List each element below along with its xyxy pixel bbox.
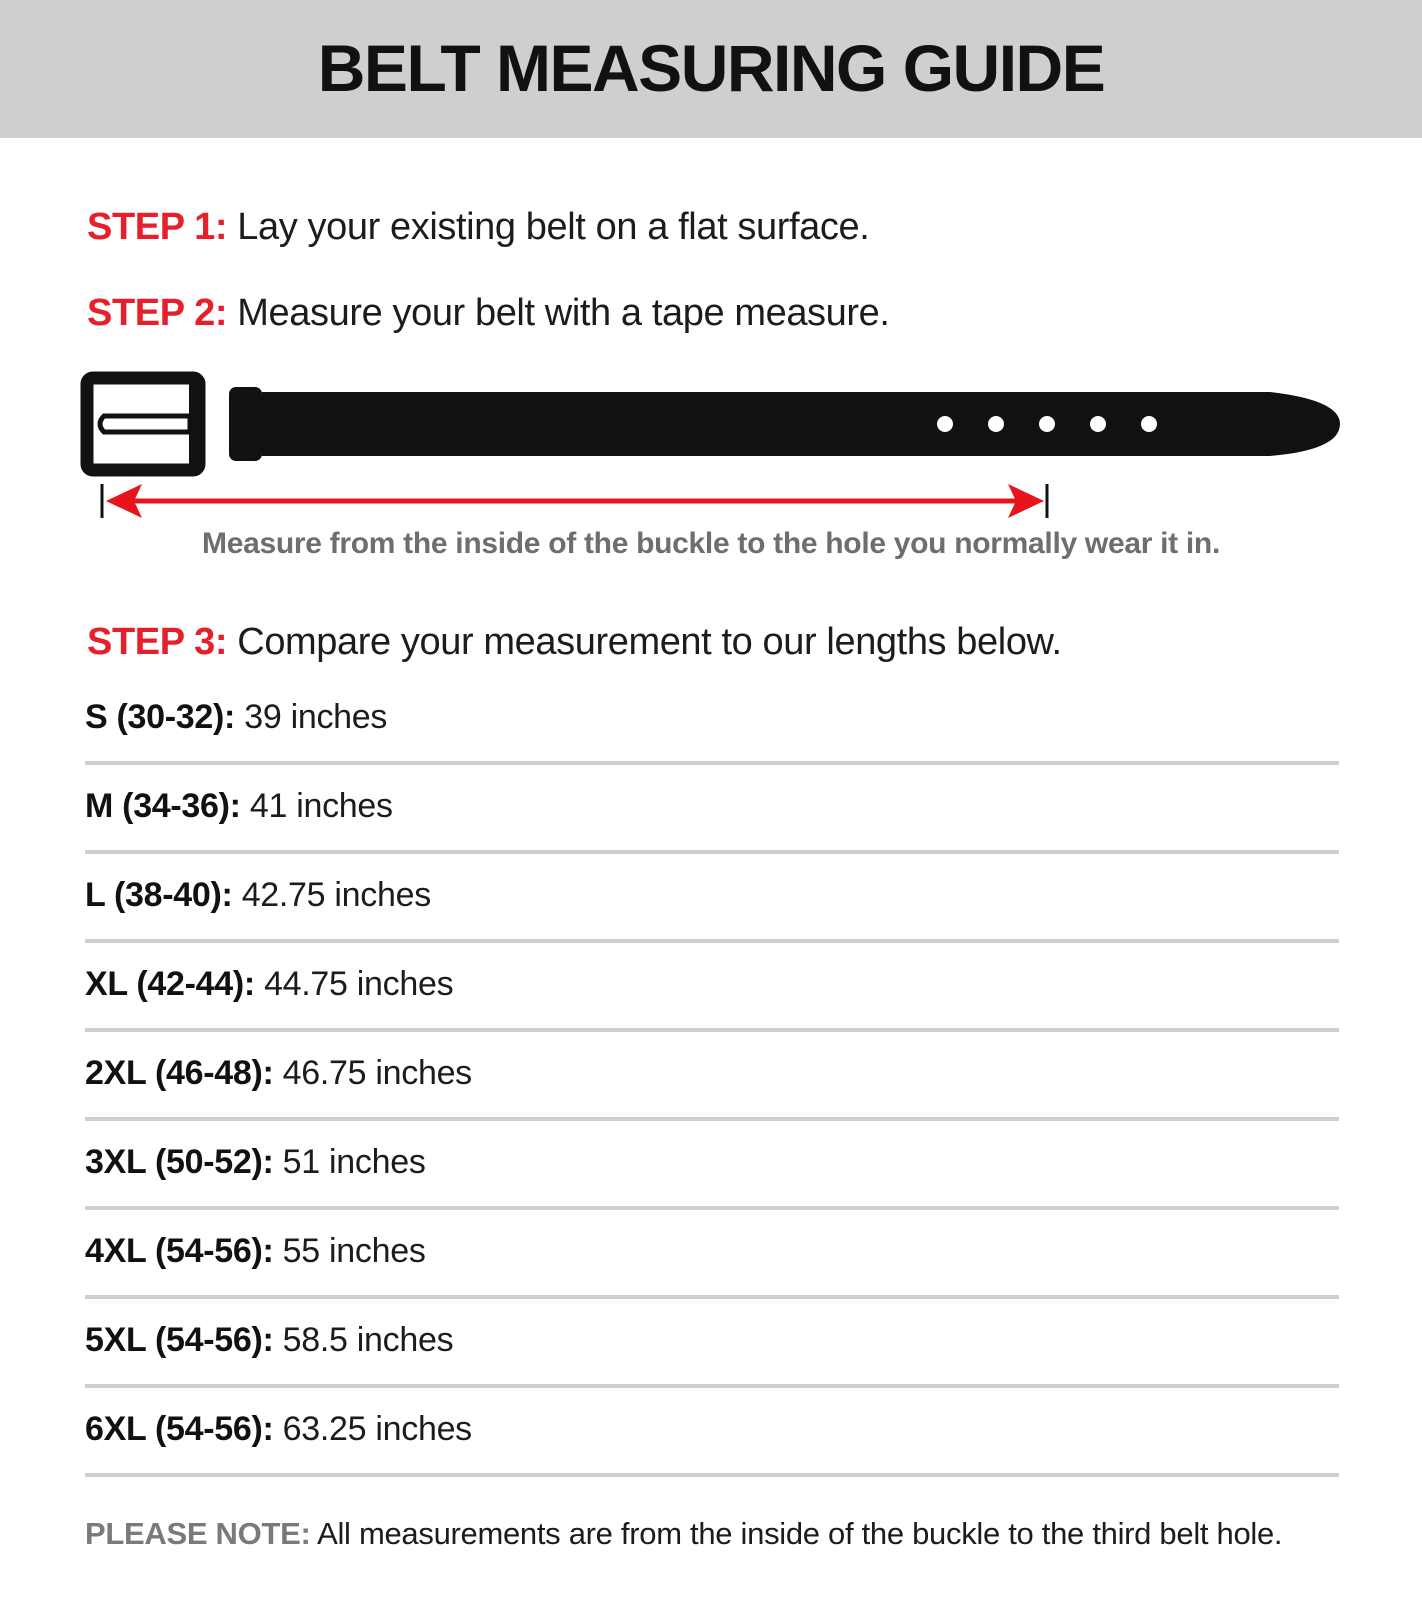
size-value: 58.5 inches	[282, 1321, 454, 1359]
size-label: 2XL (46-48):	[85, 1054, 274, 1092]
size-value: 44.75 inches	[264, 965, 454, 1003]
step-3	[87, 619, 1062, 665]
size-value: 55 inches	[282, 1232, 426, 1270]
size-label: 4XL (54-56):	[85, 1232, 274, 1270]
size-row-l	[85, 854, 1339, 943]
size-value: 42.75 inches	[241, 876, 431, 914]
step-1-label: STEP 1:	[87, 206, 228, 248]
step-3-label: STEP 3:	[87, 621, 228, 663]
size-row-m	[85, 765, 1339, 854]
size-label: 5XL (54-56):	[85, 1321, 274, 1359]
belt-hole	[988, 416, 1004, 432]
size-row-6xl	[85, 1388, 1339, 1477]
size-label: M (34-36):	[85, 787, 241, 825]
step-2-label: STEP 2:	[87, 292, 228, 334]
size-row-s	[85, 676, 1339, 765]
size-label: L (38-40):	[85, 876, 233, 914]
belt-strap	[262, 392, 1340, 456]
header-bar	[0, 0, 1422, 138]
note-label: PLEASE NOTE:	[85, 1516, 311, 1551]
size-value: 51 inches	[282, 1143, 426, 1181]
size-row-4xl	[85, 1210, 1339, 1299]
belt-buckle	[87, 378, 199, 470]
belt-keeper	[229, 387, 262, 461]
belt-diagram	[0, 360, 1422, 530]
measure-caption: Measure from the inside of the buckle to the hole you normally wear it in.	[202, 527, 1220, 560]
size-label: XL (42-44):	[85, 965, 255, 1003]
size-label: S (30-32):	[85, 698, 236, 736]
size-value: 39 inches	[244, 698, 388, 736]
page-title: BELT MEASURING GUIDE	[317, 31, 1105, 105]
note-text: All measurements are from the inside of the buckle to the third belt hole.	[317, 1516, 1283, 1551]
step-1-text: Lay your existing belt on a flat surface.	[237, 206, 870, 248]
step-3-text: Compare your measurement to our lengths below.	[237, 621, 1062, 663]
belt-hole	[1090, 416, 1106, 432]
size-value: 41 inches	[249, 787, 393, 825]
size-value: 63.25 inches	[282, 1410, 472, 1448]
size-row-3xl	[85, 1121, 1339, 1210]
belt-hole	[1141, 416, 1157, 432]
size-label: 6XL (54-56):	[85, 1410, 274, 1448]
size-row-xl	[85, 943, 1339, 1032]
belt-hole	[937, 416, 953, 432]
size-row-2xl	[85, 1032, 1339, 1121]
buckle-prong	[100, 416, 190, 432]
step-2	[87, 290, 890, 336]
please-note	[85, 1514, 1282, 1554]
size-label: 3XL (50-52):	[85, 1143, 274, 1181]
step-1	[87, 204, 869, 250]
size-row-5xl	[85, 1299, 1339, 1388]
size-value: 46.75 inches	[282, 1054, 472, 1092]
size-list	[85, 676, 1339, 1477]
belt-hole	[1039, 416, 1055, 432]
step-2-text: Measure your belt with a tape measure.	[237, 292, 890, 334]
